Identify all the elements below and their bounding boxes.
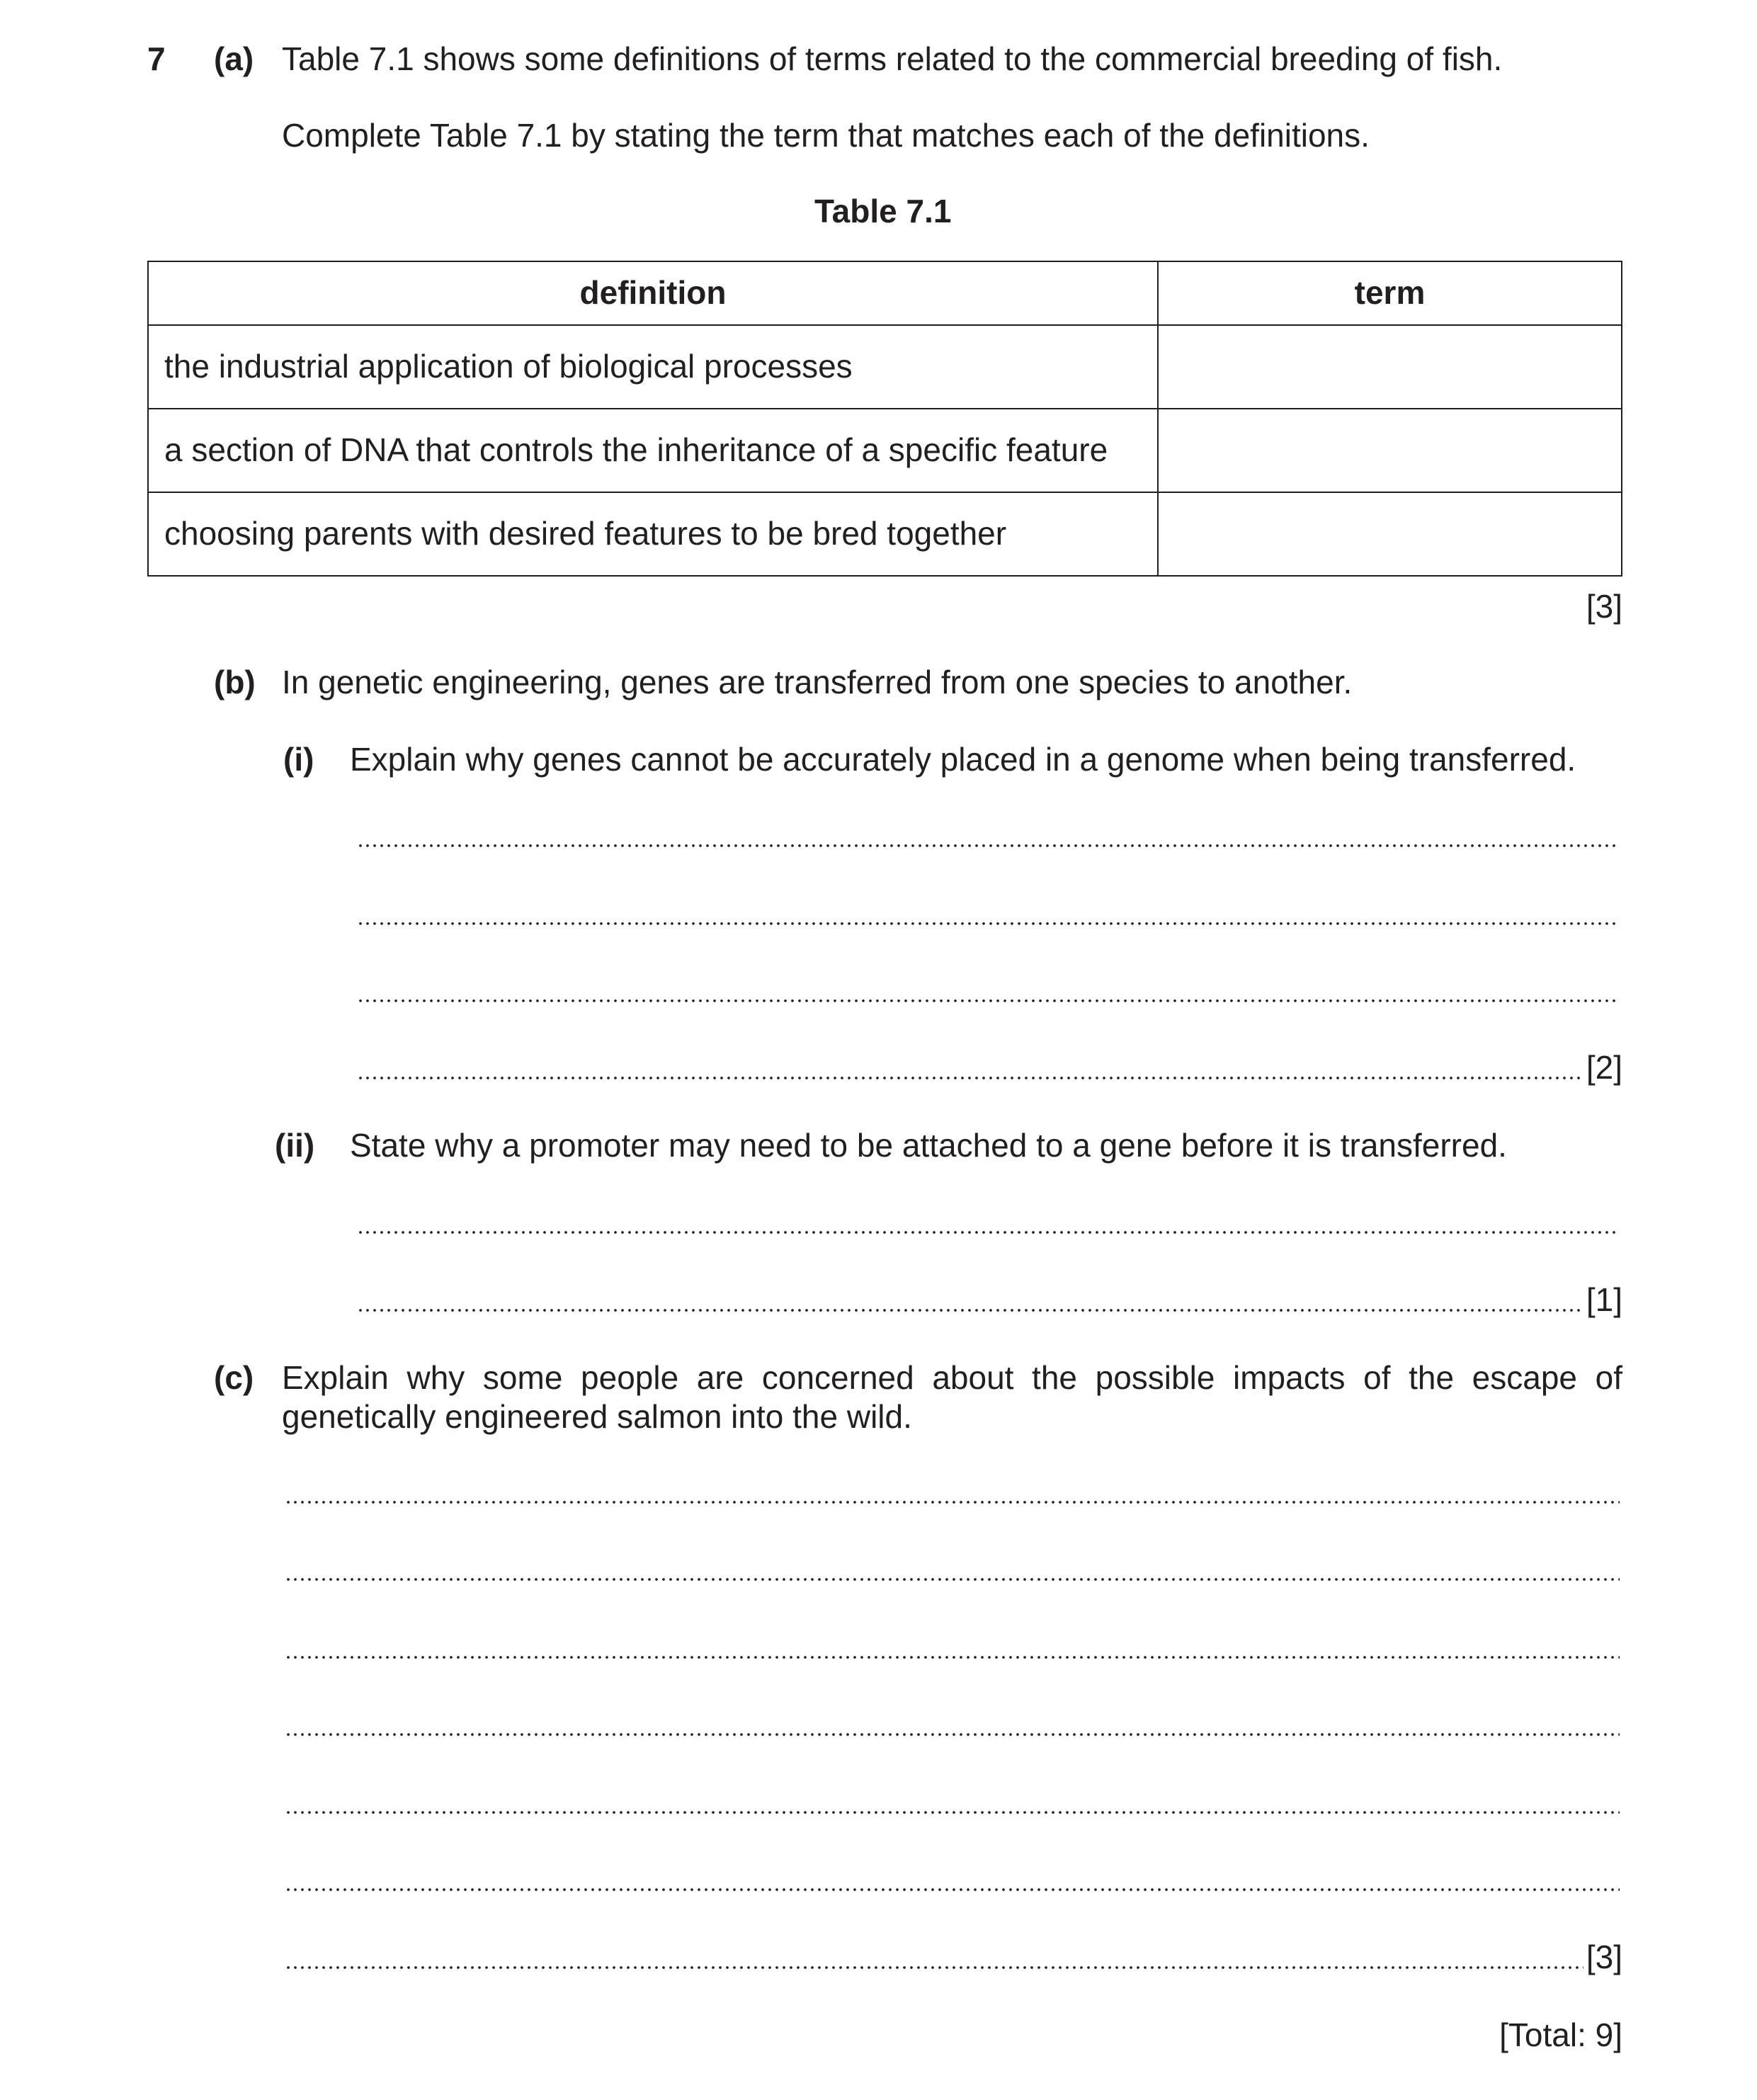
answer-line[interactable] [285, 1553, 1620, 1585]
part-b-i-marks: [2] [1586, 1049, 1622, 1086]
term-answer-cell[interactable] [1159, 409, 1621, 492]
term-answer-cell[interactable] [1159, 326, 1621, 408]
question-number: 7 [147, 40, 166, 77]
answer-line[interactable] [285, 1708, 1620, 1740]
table-header-row [149, 262, 1621, 324]
table-row [149, 324, 1621, 408]
part-c-text-line2: genetically engineered salmon into the wild. [282, 1398, 912, 1435]
part-c-marks: [3] [1586, 1939, 1622, 1975]
header-term: term [1354, 274, 1426, 312]
answer-line[interactable] [357, 1051, 1622, 1084]
definition-cell: the industrial application of biological processes [149, 326, 1159, 408]
part-c-text-line1: Explain why some people are concerned about the possible impacts of the escape of [282, 1359, 1622, 1396]
table-row [149, 408, 1621, 492]
definition-cell: a section of DNA that controls the inheritance of a specific feature [149, 409, 1159, 492]
part-b-i-label: (i) [283, 741, 314, 778]
header-definition: definition [149, 262, 1159, 324]
definition-cell: choosing parents with desired features to be bred together [149, 493, 1159, 575]
part-b-ii-marks: [1] [1586, 1281, 1622, 1318]
answer-line[interactable] [285, 1863, 1620, 1895]
total-marks: [Total: 9] [1499, 2016, 1622, 2053]
part-a-intro: Table 7.1 shows some definitions of terms related to the commercial breeding of fish. [282, 40, 1503, 77]
answer-line[interactable] [357, 1283, 1622, 1316]
term-answer-cell[interactable] [1159, 493, 1621, 575]
answer-line[interactable] [357, 974, 1620, 1006]
table-caption: Table 7.1 [814, 193, 952, 229]
part-b-intro: In genetic engineering, genes are transferred from one species to another. [282, 664, 1353, 700]
part-b-ii-label: (ii) [275, 1127, 315, 1164]
answer-line[interactable] [285, 1630, 1620, 1663]
answer-line[interactable] [357, 819, 1620, 851]
answer-line[interactable] [357, 1205, 1620, 1238]
answer-line[interactable] [285, 1475, 1620, 1508]
part-b-label: (b) [214, 664, 256, 700]
answer-line[interactable] [357, 897, 1620, 929]
part-b-i-text: Explain why genes cannot be accurately placed in a genome when being transferred. [350, 741, 1576, 778]
definitions-table [147, 261, 1622, 577]
part-a-instruction: Complete Table 7.1 by stating the term that matches each of the definitions. [282, 117, 1370, 154]
answer-line[interactable] [285, 1941, 1622, 1973]
part-a-marks: [3] [1586, 588, 1622, 625]
answer-line[interactable] [285, 1786, 1620, 1818]
part-a-label: (a) [214, 40, 254, 77]
part-b-ii-text: State why a promoter may need to be attached to a gene before it is transferred. [350, 1127, 1507, 1164]
part-c-label: (c) [214, 1359, 254, 1396]
table-row [149, 492, 1621, 575]
